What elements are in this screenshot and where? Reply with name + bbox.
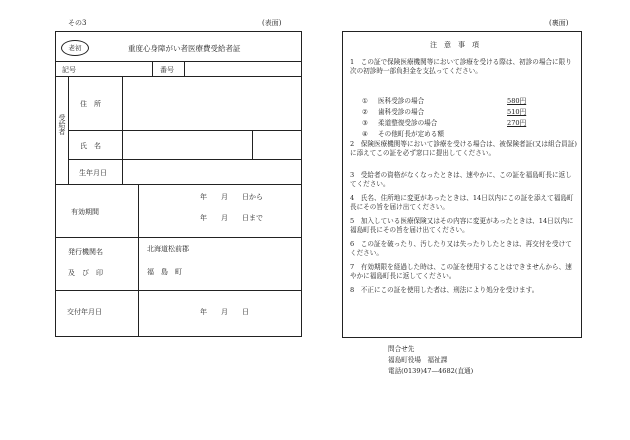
rule	[55, 290, 302, 291]
fee-row	[362, 106, 424, 116]
fee-number: ③	[362, 119, 368, 127]
fee-amount: 270円	[507, 119, 527, 127]
rule	[55, 237, 302, 238]
notes-heading: 注 意 事 項	[430, 41, 479, 49]
kigo-label: 記号	[62, 66, 76, 74]
fee-label: 柔道整復受診の場合	[378, 119, 438, 127]
note-item-2: 2 保険医療機関等において診療を受ける場合は、被保険者証(又は組合員証)に添えてこの証を必ず窓口に提出してください。	[350, 140, 577, 158]
note-item-7: 7 有効期限を経過した時は、この証を使用することはできませんから、速やかに福島町長に返してください。	[350, 263, 572, 281]
valid-from: 年 月 日から	[200, 193, 263, 201]
rule	[184, 61, 185, 76]
note-item-4: 4 氏名、住所地に変更があったときは、14日以内にこの証を添えて福島町長にその旨を届け出てください。	[350, 194, 574, 212]
address-label: 住 所	[80, 100, 101, 108]
jukyusha-label: 受給者	[58, 114, 66, 135]
contact-phone: 電話(0139)47—4682(直通)	[388, 367, 474, 375]
fee-amount: 510円	[507, 108, 527, 116]
issue-date-label: 交付年月日	[67, 308, 102, 316]
fee-amount: 580円	[507, 97, 527, 105]
fee-row	[362, 117, 437, 127]
front-side-label: (表面)	[262, 19, 282, 27]
note-item-5: 5 加入している医療保険又はその内容に変更があったときは、14日以内に福島町長にその旨を届け出てください。	[350, 217, 574, 235]
issue-date-value: 年 月 日	[200, 308, 249, 316]
fee-number: ④	[362, 130, 368, 138]
card-title: 重度心身障がい者医療費受給者証	[128, 44, 241, 53]
rule	[138, 184, 139, 337]
contact-title: 問合せ先	[388, 345, 415, 353]
seal-label: 及 び 印	[68, 269, 103, 277]
rule	[152, 61, 153, 76]
stamp-mark: 老初	[61, 40, 89, 56]
fee-row	[362, 128, 444, 138]
note-item-8: 8 不正にこの証を使用した者は、刑法により処分を受けます。	[350, 286, 539, 294]
rule	[55, 76, 302, 77]
fee-number: ②	[362, 108, 368, 116]
issuer-prefecture: 北海道松前郡	[147, 245, 189, 253]
note-item-6: 6 この証を破ったり、汚したり又は失ったりしたときは、再交付を受けてください。	[350, 240, 572, 258]
fee-label: 医科受診の場合	[378, 97, 425, 105]
birthdate-label: 生年月日	[79, 169, 107, 177]
fee-label: 歯科受診の場合	[378, 108, 425, 116]
rule	[55, 184, 302, 185]
form-number: その3	[68, 19, 87, 27]
valid-to: 年 月 日まで	[200, 214, 263, 222]
note-item-3: 3 受給者の資格がなくなったときは、速やかに、この証を福島町長に返してください。	[350, 171, 572, 189]
issuer-town: 福 島 町	[147, 268, 182, 276]
fee-label: その他町長が定める額	[378, 130, 444, 138]
rule	[122, 76, 123, 184]
bango-label: 番号	[160, 66, 174, 74]
validity-label: 有効期間	[71, 208, 99, 216]
rule	[68, 130, 302, 131]
contact-office: 福島町役場 福祉課	[388, 356, 448, 364]
rule	[55, 61, 302, 62]
issuer-label: 発行機関名	[68, 248, 103, 256]
fee-row	[362, 95, 424, 105]
fee-number: ①	[362, 97, 368, 105]
rule	[68, 159, 302, 160]
rule	[252, 130, 253, 159]
back-side-label: (裏面)	[549, 19, 569, 27]
note-item-1: 1 この証で保険医療機関等において診療を受ける際は、初診の場合に限り次の初診時一部負担金を支払ってください。	[350, 58, 572, 76]
rule	[68, 76, 69, 184]
name-label: 氏 名	[80, 142, 101, 150]
